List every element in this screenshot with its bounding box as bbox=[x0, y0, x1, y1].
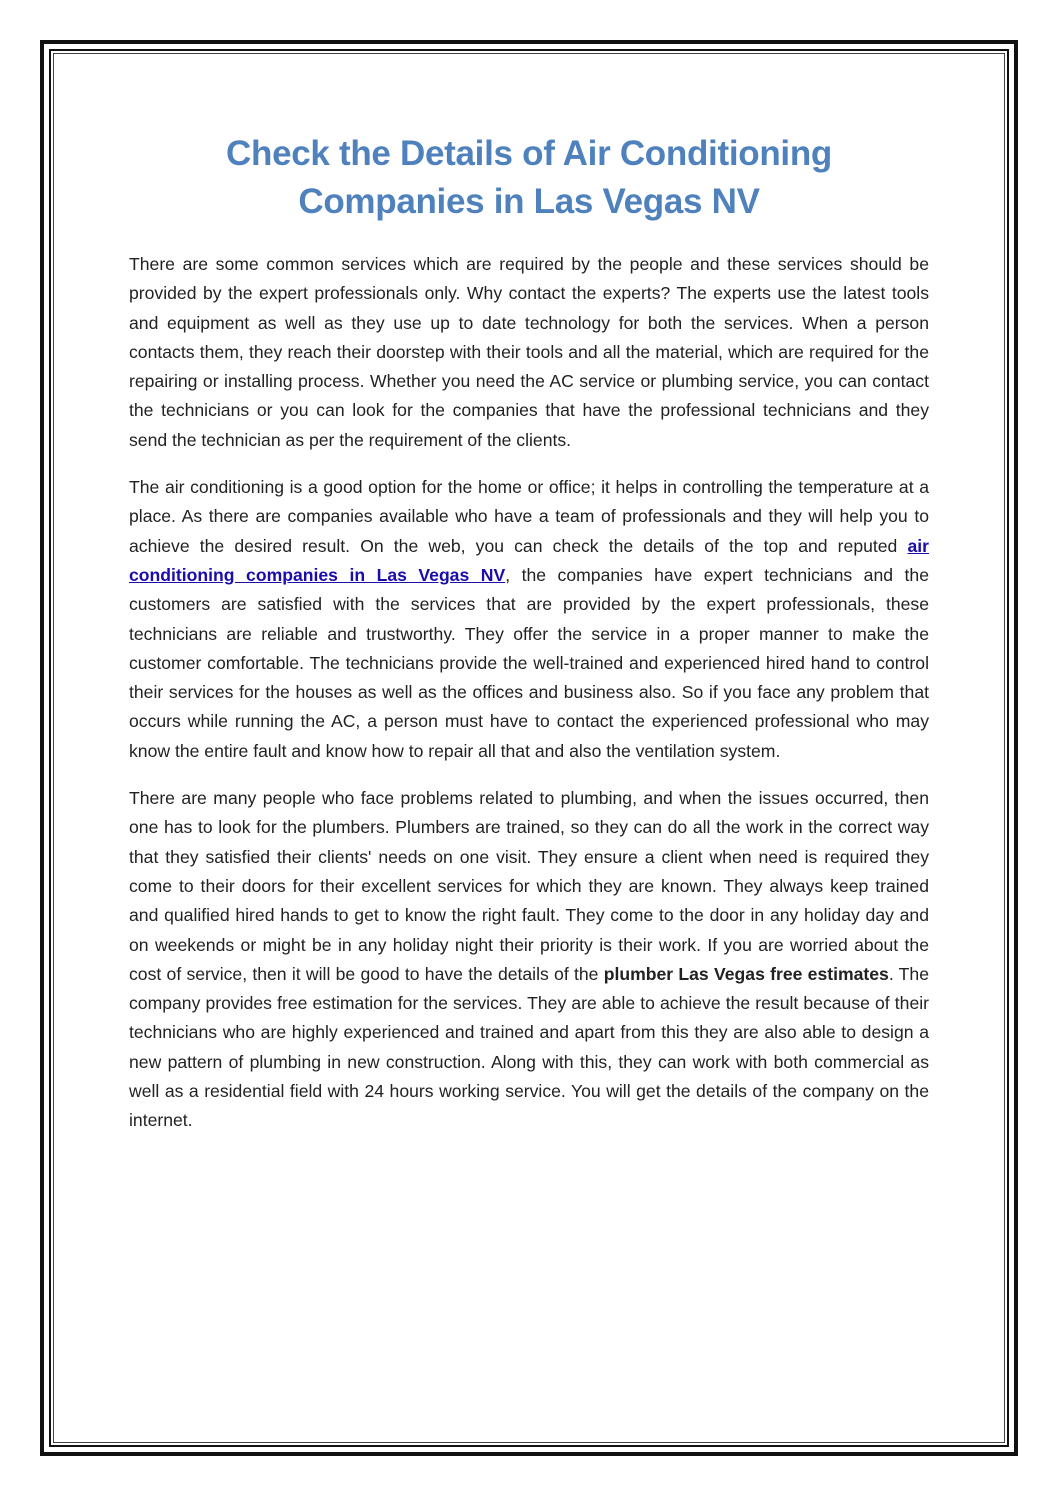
paragraph-intro: There are some common services which are required by the people and these services should be provided by the expert professionals only. Why contact the experts? The experts use the latest tools and equipment as well as they use up to date technology for both the services. When a person contacts them, they reach their doorstep with their tools and all the material, which are required for the repairing or installing process. Whether you need the AC service or plumbing service, you can contact the technicians or you can look for the companies that have the professional technicians and they send the technician as per the requirement of the clients. bbox=[129, 254, 929, 450]
paragraph-ac-text-before: The air conditioning is a good option for the home or office; it helps in controlling the temperature at a place. As there are companies available who have a team of professionals and they will help you to achieve the desired result. On the web, you can check the details of the top and reputed bbox=[129, 477, 929, 556]
paragraph-plumbing bbox=[129, 784, 929, 1136]
document-title: Check the Details of Air Conditioning Companies in Las Vegas NV bbox=[226, 134, 832, 221]
air-conditioning-companies-link[interactable]: air conditioning companies in Las Vegas NV bbox=[129, 535, 929, 585]
paragraph-plumbing-text-before: There are many people who face problems related to plumbing, and when the issues occurred, then one has to look for the plumbers. Plumbers are trained, so they can do all the work in the correct way that they satisfied their clients' needs on one visit. They ensure a client when need is required they come to their doors for their excellent services for which they are known. They always keep trained and qualified hired hands to get to know the right fault. They come to the door in any holiday day and on weekends or might be in any holiday night their priority is their work. If you are worried about the cost of service, then it will be good to have the details of the bbox=[129, 788, 929, 984]
paragraph-ac-text-after: , the companies have expert technicians and the customers are satisfied with the services that are provided by the expert professionals, these technicians are reliable and trustworthy. They offer the service in a proper manner to make the customer comfortable. The technicians provide the well-trained and experienced hired hand to control their services for the houses as well as the offices and business also. So if you face any problem that occurs while running the AC, a person must have to contact the experienced professional who may know the entire fault and know how to repair all that and also the ventilation system. bbox=[129, 564, 929, 761]
paragraph-air-conditioning bbox=[129, 473, 929, 766]
document-body bbox=[129, 130, 929, 1136]
plumber-free-estimates-emphasis: plumber Las Vegas free estimates bbox=[603, 963, 889, 984]
paragraph-plumbing-text-after: . The company provides free estimation for the services. They are able to achieve the result because of their technicians who are highly experienced and trained and apart from this they are also able to design a new pattern of plumbing in new construction. Along with this, they can work with both commercial as well as a residential field with 24 hours working service. You will get the details of the company on the internet. bbox=[129, 963, 929, 1131]
